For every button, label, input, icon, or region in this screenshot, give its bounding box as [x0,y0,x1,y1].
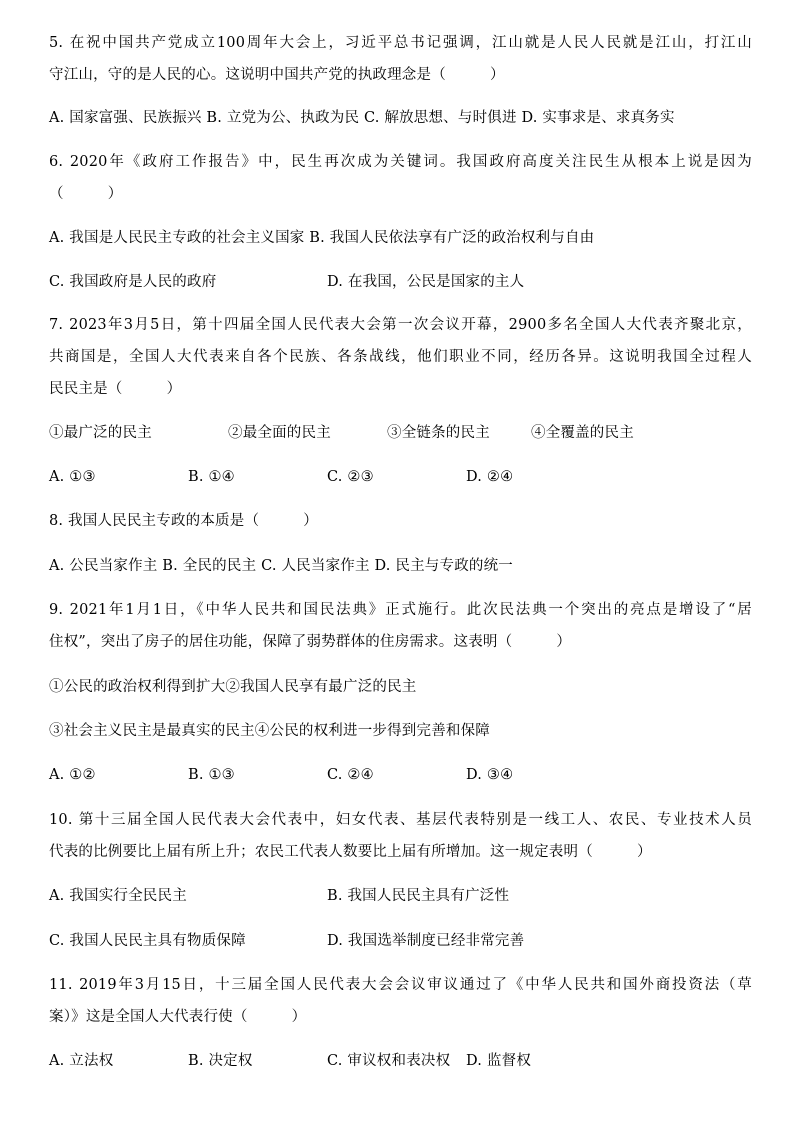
question-6-options-line-1: A. 我国是人民民主专政的社会主义国家 B. 我国人民依法享有广泛的政治权利与自由 [49,230,595,246]
question-7-item-1: ①最广泛的民主 [49,425,152,441]
question-10-option-c: C. 我国人民民主具有物质保障 [49,933,246,949]
question-7-item-2: ②最全面的民主 [228,425,331,441]
question-9-option-b: B. ①③ [188,767,235,783]
question-8-stem: 8. 我国人民民主专政的本质是（ ） [49,513,318,529]
question-10-stem-line-1: 10. 第十三届全国人民代表大会代表中，妇女代表、基层代表特别是一线工人、农民、专业技术人员 [49,812,752,828]
question-9-option-c: C. ②④ [327,767,374,783]
question-9-options [49,765,752,785]
question-7-item-4: ④全覆盖的民主 [531,425,634,441]
question-6-option-c: C. 我国政府是人民的政府 [49,274,217,290]
question-7-stem-line-3: 民民主是（ ） [49,381,182,397]
question-9-stem-line-1: 9. 2021年1月1日，《中华人民共和国民法典》正式施行。此次民法典一个突出的亮点是增设了“居 [49,602,752,618]
question-6-option-d: D. 在我国，公民是国家的主人 [327,274,525,290]
question-11-option-d: D. 监督权 [466,1053,532,1069]
question-8-options: A. 公民当家作主 B. 全民的民主 C. 人民当家作主 D. 民主与专政的统一 [49,558,514,574]
question-9-option-a: A. ①② [49,767,96,783]
question-7-items [49,423,752,443]
question-9-option-d: D. ③④ [466,767,514,783]
question-5-options: A. 国家富强、民族振兴 B. 立党为公、执政为民 C. 解放思想、与时俱进 D. 实事求是、求真务实 [49,110,675,126]
question-11-options [49,1051,752,1071]
question-6-stem-line-2: （ ） [49,186,123,202]
question-7-option-d: D. ②④ [466,469,514,485]
question-10-stem-line-2: 代表的比例要比上届有所上升；农民工代表人数要比上届有所增加。这一规定表明（ ） [49,844,652,860]
question-11-stem-line-1: 11. 2019年3月15日，十三届全国人民代表大会会议审议通过了《中华人民共和国外商投资法（草 [49,977,752,993]
question-11-option-c: C. 审议权和表决权 [327,1053,451,1069]
question-10-option-b: B. 我国人民民主具有广泛性 [327,888,510,904]
question-7-option-a: A. ①③ [49,469,96,485]
question-10-options-line-1 [49,886,752,906]
question-11-stem-line-2: 案）》这是全国人大代表行使（ ） [49,1009,307,1025]
question-7-stem-line-1: 7. 2023年3月5日，第十四届全国人民代表大会第一次会议开幕，2900多名全国人大代表齐聚北京， [49,317,752,333]
question-7-item-3: ③全链条的民主 [387,425,490,441]
question-7-options [49,467,752,487]
question-11-option-b: B. 决定权 [188,1053,253,1069]
question-5-stem-line-1: 5. 在祝中国共产党成立100周年大会上，习近平总书记强调，江山就是人民人民就是江山，打江山 [49,35,752,51]
question-7-option-b: B. ①④ [188,469,235,485]
question-10-option-a: A. 我国实行全民民主 [49,888,187,904]
question-10-options-line-2 [49,931,752,951]
question-5-stem-line-2: 守江山，守的是人民的心。这说明中国共产党的执政理念是（ ） [49,67,505,83]
question-9-stem-line-2: 住权”，突出了房子的居住功能，保障了弱势群体的住房需求。这表明（ ） [49,634,572,650]
question-11-option-a: A. 立法权 [49,1053,114,1069]
question-9-items-line-2: ③社会主义民主是最真实的民主④公民的权利进一步得到完善和保障 [49,723,490,739]
question-7-stem-line-2: 共商国是，全国人大代表来自各个民族、各条战线，他们职业不同，经历各异。这说明我国全过程人 [49,349,752,365]
question-6-stem-line-1: 6. 2020年《政府工作报告》中，民生再次成为关键词。我国政府高度关注民生从根本上说是因为 [49,154,752,170]
question-10-option-d: D. 我国选举制度已经非常完善 [327,933,525,949]
question-7-option-c: C. ②③ [327,469,374,485]
question-9-items-line-1: ①公民的政治权利得到扩大②我国人民享有最广泛的民主 [49,679,417,695]
question-6-options-line-2 [49,272,752,292]
